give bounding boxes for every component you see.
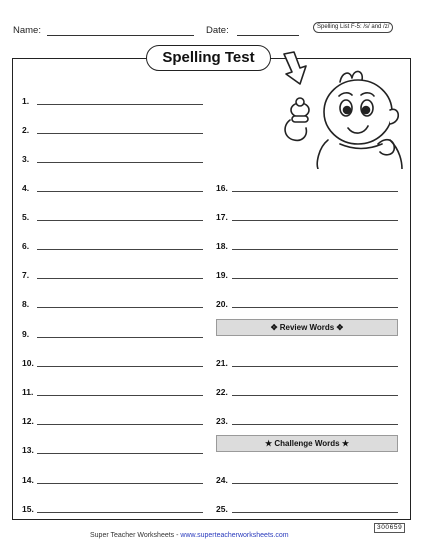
- item-number: 25.: [216, 504, 228, 514]
- item-number: 8.: [22, 299, 30, 309]
- answer-line[interactable]: [232, 512, 398, 513]
- item-number: 24.: [216, 475, 228, 485]
- date-line[interactable]: [237, 35, 299, 36]
- answer-line[interactable]: [232, 366, 398, 367]
- item-number: 4.: [22, 183, 30, 193]
- answer-line[interactable]: [37, 307, 203, 308]
- item-number: 9.: [22, 329, 30, 339]
- page-title: Spelling Test: [146, 45, 271, 71]
- item-number: 20.: [216, 299, 228, 309]
- footer-credit: [90, 532, 289, 539]
- answer-line[interactable]: [232, 424, 398, 425]
- item-number: 15.: [22, 504, 34, 514]
- answer-line[interactable]: [37, 483, 203, 484]
- item-number: 10.: [22, 358, 34, 368]
- answer-line[interactable]: [37, 424, 203, 425]
- answer-line[interactable]: [37, 337, 203, 338]
- item-number: 1.: [22, 96, 30, 106]
- item-number: 6.: [22, 241, 30, 251]
- worksheet-code: 300659: [374, 523, 405, 533]
- name-label: Name:: [13, 25, 41, 36]
- item-number: 19.: [216, 270, 228, 280]
- answer-line[interactable]: [37, 249, 203, 250]
- item-number: 14.: [22, 475, 34, 485]
- answer-line[interactable]: [37, 104, 203, 105]
- answer-line[interactable]: [37, 162, 203, 163]
- item-number: 3.: [22, 154, 30, 164]
- answer-line[interactable]: [37, 453, 203, 454]
- item-number: 21.: [216, 358, 228, 368]
- name-line[interactable]: [47, 35, 194, 36]
- item-number: 22.: [216, 387, 228, 397]
- answer-line[interactable]: [37, 278, 203, 279]
- item-number: 11.: [22, 387, 34, 397]
- answer-line[interactable]: [232, 395, 398, 396]
- answer-line[interactable]: [232, 307, 398, 308]
- spelling-list-tag: Spelling List F-5: /s/ and /z/: [313, 22, 393, 33]
- answer-line[interactable]: [232, 191, 398, 192]
- answer-line[interactable]: [232, 249, 398, 250]
- footer-brand: Super Teacher Worksheets -: [90, 532, 181, 539]
- answer-line[interactable]: [37, 366, 203, 367]
- answer-line[interactable]: [37, 191, 203, 192]
- answer-line[interactable]: [37, 512, 203, 513]
- item-number: 16.: [216, 183, 228, 193]
- item-number: 17.: [216, 212, 228, 222]
- item-number: 2.: [22, 125, 30, 135]
- item-number: 5.: [22, 212, 30, 222]
- answer-line[interactable]: [232, 220, 398, 221]
- answer-line[interactable]: [37, 220, 203, 221]
- item-number: 13.: [22, 445, 34, 455]
- item-number: 23.: [216, 416, 228, 426]
- item-number: 12.: [22, 416, 34, 426]
- answer-line[interactable]: [37, 395, 203, 396]
- challenge-words-band: ★ Challenge Words ★: [216, 435, 398, 452]
- review-words-band: ✥ Review Words ✥: [216, 319, 398, 336]
- answer-line[interactable]: [232, 483, 398, 484]
- date-label: Date:: [206, 25, 229, 36]
- item-number: 7.: [22, 270, 30, 280]
- baby-illustration: [270, 44, 410, 169]
- answer-line[interactable]: [232, 278, 398, 279]
- footer-link[interactable]: www.superteacherworksheets.com: [180, 532, 289, 539]
- item-number: 18.: [216, 241, 228, 251]
- answer-line[interactable]: [37, 133, 203, 134]
- arrow-icon: [284, 52, 306, 84]
